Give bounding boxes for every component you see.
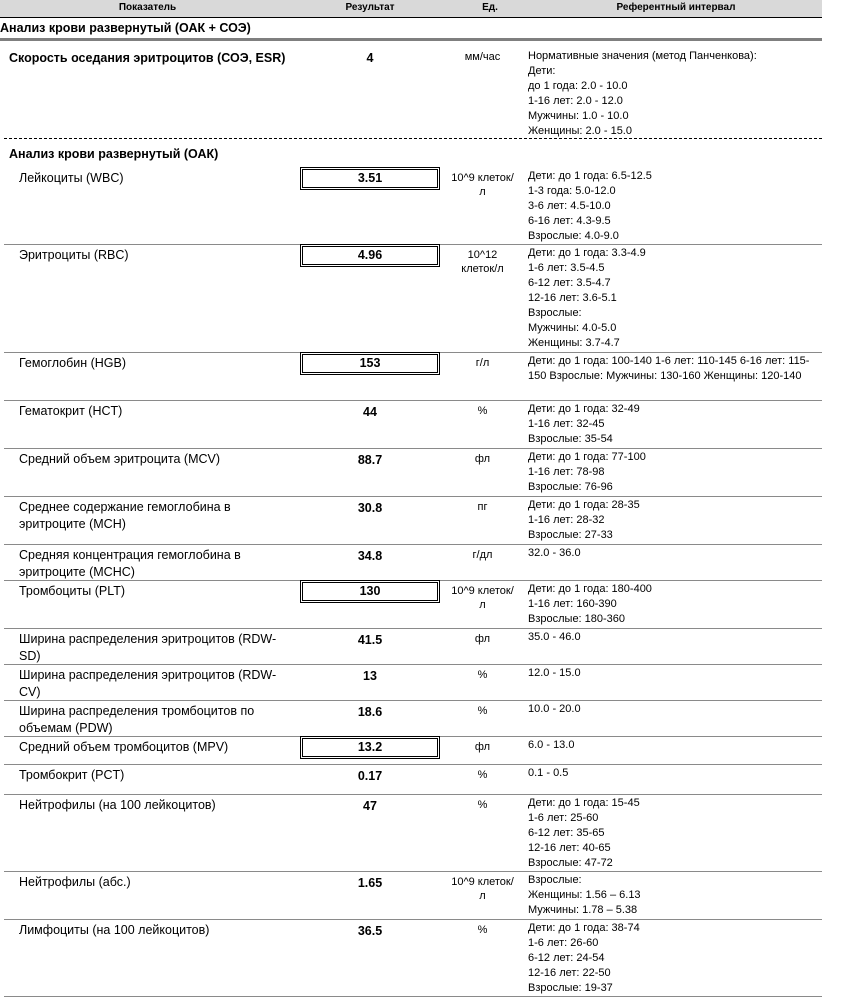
header-result: Результат — [345, 2, 395, 13]
param-name: Тромбокрит (PCT) — [19, 768, 125, 782]
row-divider — [4, 664, 822, 665]
result-value: 44 — [363, 405, 377, 419]
unit: г/л — [475, 357, 490, 369]
unit: фл — [474, 633, 491, 645]
header-param: Показатель — [118, 2, 177, 13]
cbc-section-title: Анализ крови развернутый (ОАК) — [9, 147, 219, 161]
reference-line: Дети: до 1 года: 6.5-12.5 — [528, 170, 652, 182]
unit: % — [477, 924, 488, 936]
reference-line: 12.0 - 15.0 — [528, 667, 581, 679]
unit: г/дл — [472, 549, 493, 561]
reference-line: 6-12 лет: 35-65 — [528, 827, 605, 839]
row-divider — [4, 448, 822, 449]
reference-range — [528, 738, 820, 753]
reference-range — [528, 546, 820, 561]
reference-line: 1-16 лет: 32-45 — [528, 418, 605, 430]
reference-range — [528, 666, 820, 681]
row-divider — [4, 496, 822, 497]
row-divider — [4, 400, 822, 401]
esr-ref-line: 1-16 лет: 2.0 - 12.0 — [528, 95, 623, 107]
reference-range — [528, 354, 820, 384]
param-name: Среднее содержание гемоглобина в эритроците (MCH) — [19, 500, 231, 531]
result-value: 13 — [363, 669, 377, 683]
unit: 10^9 клеток/л — [451, 585, 514, 611]
reference-line: 12-16 лет: 22-50 — [528, 967, 611, 979]
param-name: Гемоглобин (HGB) — [19, 356, 127, 370]
esr-ref — [528, 49, 820, 139]
reference-range — [528, 873, 820, 918]
row-divider — [4, 794, 822, 795]
reference-line: 0.1 - 0.5 — [528, 767, 569, 779]
row-divider — [4, 628, 822, 629]
param-name: Тромбоциты (PLT) — [19, 584, 126, 598]
flagged-result-value: 153 — [300, 352, 440, 375]
reference-line: Взрослые: — [528, 874, 582, 886]
esr-ref-line: Женщины: 2.0 - 15.0 — [528, 125, 632, 137]
reference-line: Женщины: 3.7-4.7 — [528, 337, 620, 349]
param-name: Ширина распределения эритроцитов (RDW-CV) — [19, 668, 277, 699]
param-name: Лимфоциты (на 100 лейкоцитов) — [19, 923, 210, 937]
reference-line: Женщины: 1.56 – 6.13 — [528, 889, 641, 901]
reference-line: Дети: до 1 года: 15-45 — [528, 797, 640, 809]
reference-line: 6-12 лет: 24-54 — [528, 952, 605, 964]
flagged-result-value: 130 — [300, 580, 440, 603]
param-name: Эритроциты (RBC) — [19, 248, 129, 262]
esr-ref-line: Нормативные значения (метод Панченкова): — [528, 50, 757, 62]
reference-range — [528, 169, 820, 244]
reference-line: 1-6 лет: 3.5-4.5 — [528, 262, 605, 274]
unit: 10^12 клеток/л — [461, 249, 504, 275]
unit: 10^9 клеток/л — [451, 172, 514, 198]
row-divider — [4, 871, 822, 872]
reference-line: 1-16 лет: 160-390 — [528, 598, 617, 610]
reference-line: Взрослые: 4.0-9.0 — [528, 230, 619, 242]
unit: 10^9 клеток/л — [451, 876, 514, 902]
reference-line: Мужчины: 4.0-5.0 — [528, 322, 617, 334]
reference-line: 6-16 лет: 4.3-9.5 — [528, 215, 611, 227]
unit: % — [477, 799, 488, 811]
esr-ref-line: Дети: — [528, 65, 556, 77]
result-value: 36.5 — [357, 924, 383, 938]
result-value: 30.8 — [357, 501, 383, 515]
unit: % — [477, 405, 488, 417]
reference-line: Взрослые: 47-72 — [528, 857, 613, 869]
reference-line: 1-6 лет: 25-60 — [528, 812, 599, 824]
header-unit: Ед. — [482, 2, 498, 13]
unit: % — [477, 669, 488, 681]
panel-divider — [0, 38, 822, 41]
param-name: Нейтрофилы (на 100 лейкоцитов) — [19, 798, 216, 812]
reference-line: 3-6 лет: 4.5-10.0 — [528, 200, 611, 212]
row-divider — [4, 700, 822, 701]
result-value: 18.6 — [357, 705, 383, 719]
param-name: Ширина распределения эритроцитов (RDW-SD) — [19, 632, 277, 663]
param-name: Гематокрит (HCT) — [19, 404, 123, 418]
reference-line: 12-16 лет: 3.6-5.1 — [528, 292, 617, 304]
reference-line: Дети: до 1 года: 180-400 — [528, 583, 652, 595]
reference-line: 1-6 лет: 26-60 — [528, 937, 599, 949]
reference-line: Дети: до 1 года: 38-74 — [528, 922, 640, 934]
unit: % — [477, 705, 488, 717]
unit: % — [477, 769, 488, 781]
param-name: Лейкоциты (WBC) — [19, 171, 124, 185]
table-header — [0, 0, 822, 18]
esr-name: Скорость оседания эритроцитов (СОЭ, ESR) — [9, 51, 286, 65]
reference-line: Дети: до 1 года: 77-100 — [528, 451, 646, 463]
reference-line: 1-16 лет: 28-32 — [528, 514, 605, 526]
result-value: 1.65 — [357, 876, 383, 890]
reference-range — [528, 702, 820, 717]
unit: фл — [474, 453, 491, 465]
reference-line: Взрослые: 180-360 — [528, 613, 626, 625]
reference-range — [528, 921, 820, 996]
reference-range — [528, 450, 820, 495]
panel-title: Анализ крови развернутый (ОАК + СОЭ) — [0, 21, 251, 35]
reference-line: Взрослые: — [528, 307, 582, 319]
reference-line: 32.0 - 36.0 — [528, 547, 581, 559]
reference-range — [528, 402, 820, 447]
reference-line: 6-12 лет: 3.5-4.7 — [528, 277, 611, 289]
reference-range — [528, 630, 820, 645]
param-name: Ширина распределения тромбоцитов по объемам (PDW) — [19, 704, 255, 735]
param-name: Средняя концентрация гемоглобина в эритроците (MCHC) — [19, 548, 241, 579]
row-divider — [4, 544, 822, 545]
result-value: 47 — [363, 799, 377, 813]
reference-line: Дети: до 1 года: 3.3-4.9 — [528, 247, 646, 259]
reference-range — [528, 582, 820, 627]
param-name: Нейтрофилы (абс.) — [19, 875, 131, 889]
reference-line: Взрослые: 35-54 — [528, 433, 613, 445]
reference-line: Мужчины: 1.78 – 5.38 — [528, 904, 638, 916]
param-name: Средний объем эритроцита (MCV) — [19, 452, 221, 466]
reference-line: Взрослые: 76-96 — [528, 481, 613, 493]
row-divider — [4, 919, 822, 920]
reference-line: Взрослые: 19-37 — [528, 982, 613, 994]
flagged-result-value: 4.96 — [300, 244, 440, 267]
reference-line: 1-3 года: 5.0-12.0 — [528, 185, 616, 197]
reference-line: 1-16 лет: 78-98 — [528, 466, 605, 478]
header-ref: Референтный интервал — [616, 2, 736, 13]
row-divider — [4, 764, 822, 765]
esr-unit: мм/час — [464, 51, 501, 63]
reference-line: 10.0 - 20.0 — [528, 703, 581, 715]
section-divider — [4, 138, 822, 139]
param-name: Средний объем тромбоцитов (MPV) — [19, 740, 229, 754]
result-value: 41.5 — [357, 633, 383, 647]
result-value: 0.17 — [357, 769, 383, 783]
reference-line: 35.0 - 46.0 — [528, 631, 581, 643]
unit: пг — [477, 501, 488, 513]
reference-line: Дети: до 1 года: 100-140 1-6 лет: 110-145 6-16 лет: 115-150 Взрослые: Мужчины: 130-160 Женщины: 120-140 — [528, 355, 810, 382]
esr-ref-line: до 1 года: 2.0 - 10.0 — [528, 80, 628, 92]
reference-line: 12-16 лет: 40-65 — [528, 842, 611, 854]
reference-line: Дети: до 1 года: 28-35 — [528, 499, 640, 511]
reference-line: Взрослые: 27-33 — [528, 529, 613, 541]
result-value: 34.8 — [357, 549, 383, 563]
reference-range — [528, 766, 820, 781]
esr-ref-line: Мужчины: 1.0 - 10.0 — [528, 110, 629, 122]
flagged-result-value: 3.51 — [300, 167, 440, 190]
reference-line: Дети: до 1 года: 32-49 — [528, 403, 640, 415]
reference-line: 6.0 - 13.0 — [528, 739, 575, 751]
esr-result: 4 — [366, 51, 374, 65]
reference-range — [528, 246, 820, 351]
result-value: 88.7 — [357, 453, 383, 467]
unit: фл — [474, 741, 491, 753]
reference-range — [528, 796, 820, 871]
reference-range — [528, 498, 820, 543]
flagged-result-value: 13.2 — [300, 736, 440, 759]
